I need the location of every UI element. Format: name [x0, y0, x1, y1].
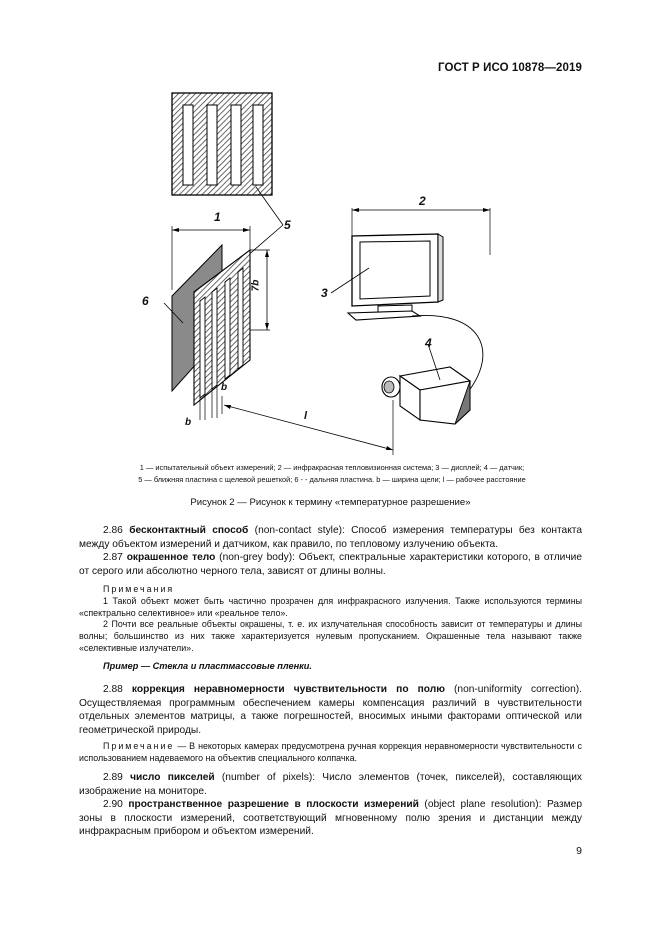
clause-number: 2.87: [103, 552, 123, 563]
clause-number: 2.86: [103, 525, 123, 536]
clause-number: 2.90: [103, 799, 123, 810]
label-2: 2: [419, 194, 426, 208]
note-2: 2 Почти все реальные объекты окрашены, т. е. их излучательная способность зависит от температуры и длины волны; большинство из них также характеризуется нулевым пропусканием. Окрашенные тела называют также «селективные излучатели».: [79, 619, 582, 653]
notes-block: [79, 584, 582, 655]
section-2-89: [79, 771, 582, 798]
paragraph-2-89: [79, 771, 582, 798]
section-2-90: [79, 798, 582, 839]
camera-sensor: [382, 367, 470, 424]
label-l: l: [304, 410, 308, 422]
notes-title: Примечания: [103, 584, 175, 594]
label-5: 5: [284, 218, 291, 232]
paragraph-2-86: [79, 524, 582, 551]
term: число пикселей: [130, 772, 215, 783]
slit-grid-plate-top: [172, 93, 272, 195]
section-2-86: [79, 524, 582, 551]
example-block: [79, 660, 582, 674]
label-3: 3: [321, 286, 328, 300]
paragraph-2-90: [79, 798, 582, 839]
label-b-right: b: [221, 382, 228, 393]
definition: (non-uniformity correction). Осуществляемая программным обеспечением камеры компенсация различий в чувствительности отдельных элементов матрицы, а также погрешностей, вносимых иными факторами оптической или геометрической природы.: [79, 684, 582, 736]
note-title: Примечание: [103, 741, 175, 751]
paragraph-2-87: [79, 551, 582, 578]
clause-number: 2.88: [103, 684, 123, 695]
label-6: 6: [142, 294, 149, 308]
term: коррекция неравномерности чувствительности по полю: [131, 684, 445, 695]
definition: (non-contact style): Способ измерения температуры без контакта между объектом измерений и датчиком, как правило, по тепловому излучению объекта.: [79, 525, 582, 550]
note-3: [79, 741, 582, 765]
label-4: 4: [425, 336, 432, 350]
label-b-left: b: [185, 417, 192, 428]
label-7b: 7b: [250, 279, 262, 292]
term: окрашенное тело: [126, 552, 216, 563]
definition: (object plane resolution): Размер зоны в плоскости измерений, соответствующий мгновенному полю зрения и дистанции между инфракрасным прибором и объектом измерений.: [79, 799, 582, 837]
example-text: Пример — Стекла и пластмассовые пленки.: [103, 661, 312, 671]
paragraph-2-88: [79, 683, 582, 737]
monitor: [348, 234, 443, 320]
term: пространственное разрешение в плоскости измерений: [128, 799, 419, 810]
note-1: 1 Такой объект может быть частично прозрачен для инфракрасного излучения. Также используются термины «спектрально селективное» или «реальное тело».: [79, 595, 582, 618]
figure-legend-line-1: 1 — испытательный объект измерений; 2 — инфракрасная тепловизионная система; 3 — дисплей; 4 — датчик;: [139, 463, 525, 472]
figure-legend-line-2: 5 — ближняя пластина с щелевой решеткой; 6 - - дальняя пластина. b — ширина щели; l — рабочее расстояние: [138, 475, 526, 484]
definition: (non-grey body): Объект, спектральные характеристики которого, в отличие от серого или абсолютно черного тела, зависят от длины волны.: [79, 552, 583, 577]
figure-caption: Рисунок 2 — Рисунок к термину «температурное разрешение»: [190, 497, 471, 508]
note-text: — В некоторых камерах предусмотрена ручная коррекция неравномерности чувствительности с использованием надеваемого на объектив специального колпачка.: [79, 741, 582, 763]
definition: (number of pixels): Число элементов (точек, пикселей), составляющих изображение на мониторе.: [79, 772, 582, 797]
page-number: 9: [576, 845, 582, 857]
section-2-88: [79, 683, 582, 737]
note-2-88: [79, 741, 582, 765]
section-2-87: [79, 551, 582, 578]
clause-number: 2.89: [103, 772, 123, 783]
document-header: ГОСТ Р ИСО 10878—2019: [437, 62, 582, 74]
label-1: 1: [214, 210, 221, 224]
term: бесконтактный способ: [129, 525, 249, 536]
